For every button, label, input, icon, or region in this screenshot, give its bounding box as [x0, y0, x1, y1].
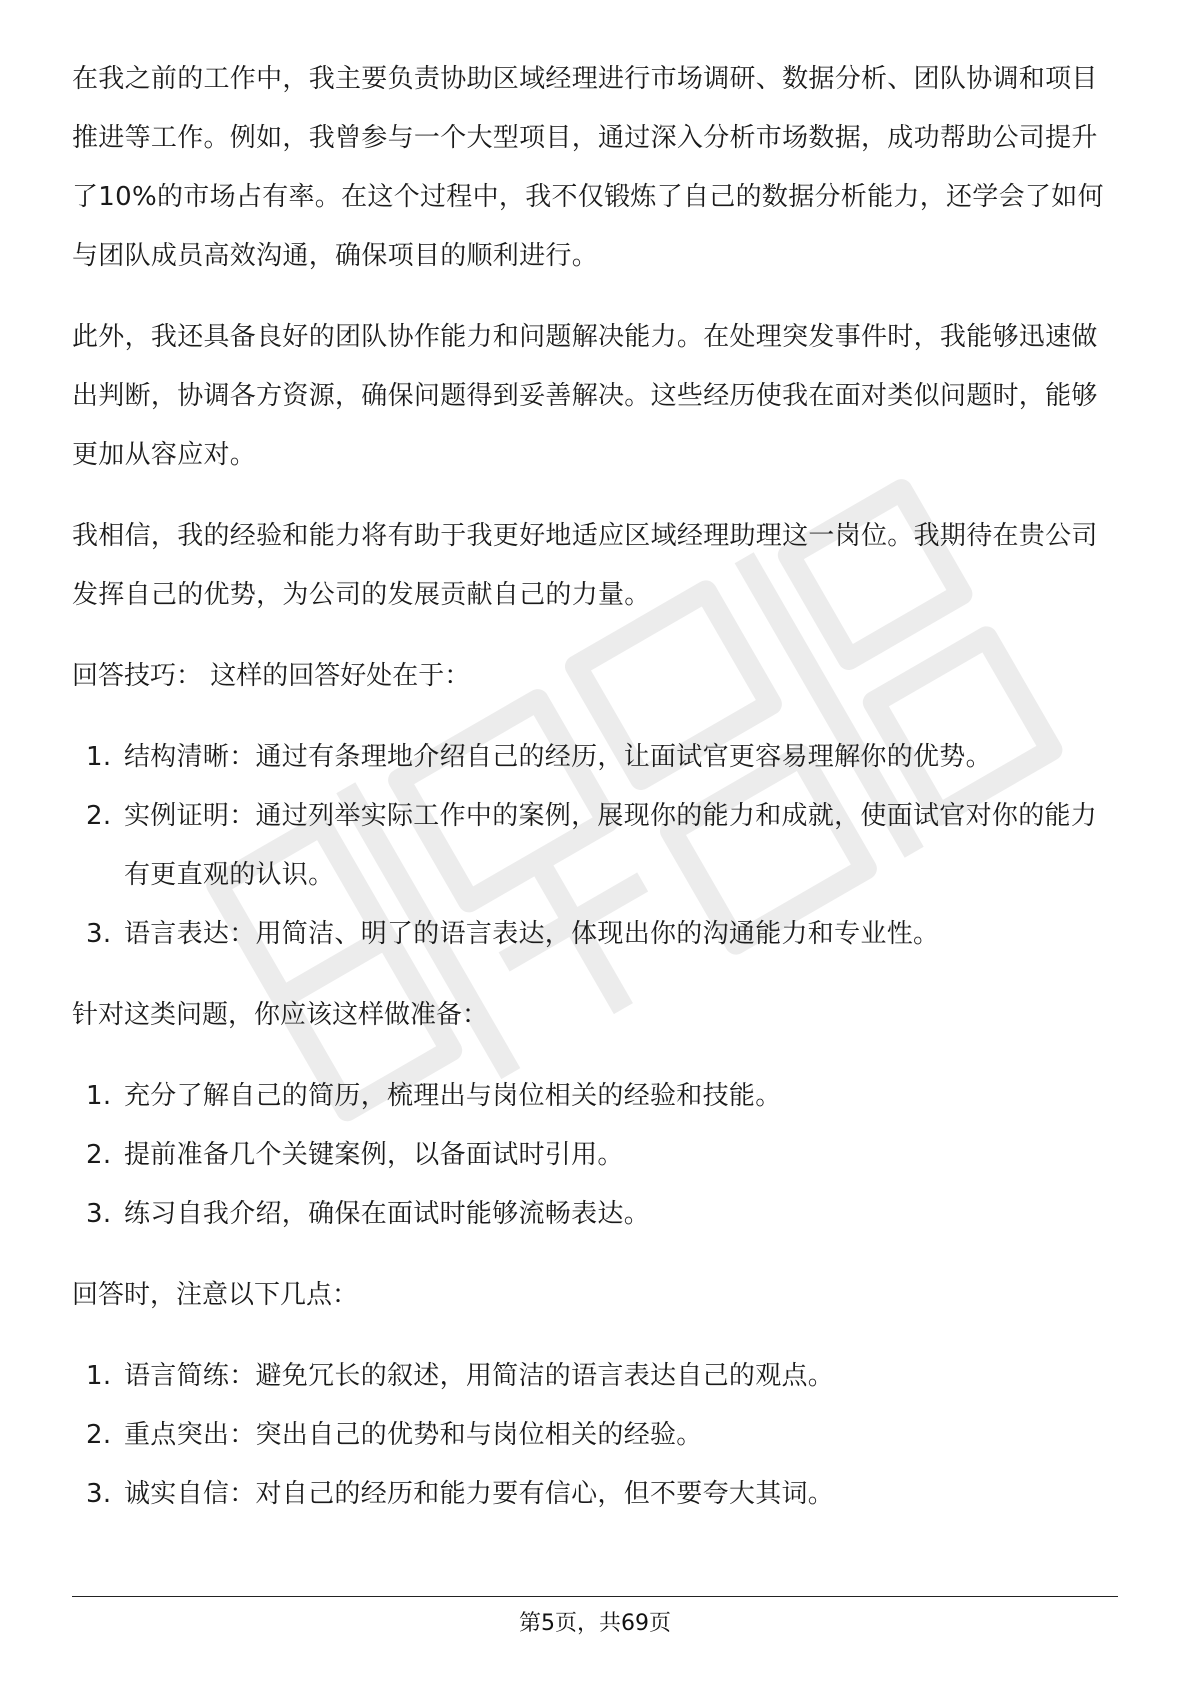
list-text: 提前准备几个关键案例，以备面试时引用。	[124, 1140, 624, 1170]
list-number: 2.	[86, 1140, 112, 1170]
list-number: 1.	[86, 742, 112, 772]
list-number: 1.	[86, 1081, 112, 1111]
document-body	[72, 50, 1118, 1546]
list-item	[72, 1465, 1118, 1524]
list-item	[72, 728, 1118, 787]
list-item	[72, 1067, 1118, 1126]
paragraph-teamwork: 此外，我还具备良好的团队协作能力和问题解决能力。在处理突发事件时，我能够迅速做出判断，协调各方资源，确保问题得到妥善解决。这些经历使我在面对类似问题时，能够更加从容应对。	[72, 322, 1098, 470]
prepare-heading: 针对这类问题，你应该这样做准备：	[72, 1000, 489, 1030]
notes-list	[72, 1347, 1118, 1524]
list-text: 实例证明：通过列举实际工作中的案例，展现你的能力和成就，使面试官对你的能力有更直观的认识。	[124, 801, 1098, 890]
page-number: 第5页，共69页	[519, 1611, 671, 1636]
list-item	[72, 1126, 1118, 1185]
footer-divider	[72, 1596, 1118, 1597]
list-text: 诚实自信：对自己的经历和能力要有信心，但不要夸大其词。	[124, 1479, 835, 1509]
list-number: 3.	[86, 919, 112, 949]
list-item	[72, 1347, 1118, 1406]
list-text: 练习自我介绍，确保在面试时能够流畅表达。	[124, 1199, 651, 1229]
list-number: 3.	[86, 1199, 112, 1229]
list-text: 充分了解自己的简历，梳理出与岗位相关的经验和技能。	[124, 1081, 782, 1111]
paragraph-conclusion: 我相信，我的经验和能力将有助于我更好地适应区域经理助理这一岗位。我期待在贵公司发挥自己的优势，为公司的发展贡献自己的力量。	[72, 521, 1098, 610]
tips-list	[72, 728, 1118, 964]
list-text: 重点突出：突出自己的优势和与岗位相关的经验。	[124, 1420, 703, 1450]
list-text: 语言表达：用简洁、明了的语言表达，体现出你的沟通能力和专业性。	[124, 919, 940, 949]
notes-heading: 回答时，注意以下几点：	[72, 1280, 359, 1310]
list-number: 2.	[86, 1420, 112, 1450]
list-item	[72, 1185, 1118, 1244]
list-text: 语言简练：避免冗长的叙述，用简洁的语言表达自己的观点。	[124, 1361, 835, 1391]
paragraph-experience: 在我之前的工作中，我主要负责协助区域经理进行市场调研、数据分析、团队协调和项目推进等工作。例如，我曾参与一个大型项目，通过深入分析市场数据，成功帮助公司提升了10%的市场占有率。在这个过程中，我不仅锻炼了自己的数据分析能力，还学会了如何与团队成员高效沟通，确保项目的顺利进行。	[72, 64, 1104, 271]
list-item	[72, 1406, 1118, 1465]
list-number: 3.	[86, 1479, 112, 1509]
list-item	[72, 905, 1118, 964]
list-number: 1.	[86, 1361, 112, 1391]
prepare-list	[72, 1067, 1118, 1244]
list-number: 2.	[86, 801, 112, 831]
list-text: 结构清晰：通过有条理地介绍自己的经历，让面试官更容易理解你的优势。	[124, 742, 992, 772]
tips-heading: 回答技巧： 这样的回答好处在于：	[72, 661, 471, 691]
list-item	[72, 787, 1118, 905]
